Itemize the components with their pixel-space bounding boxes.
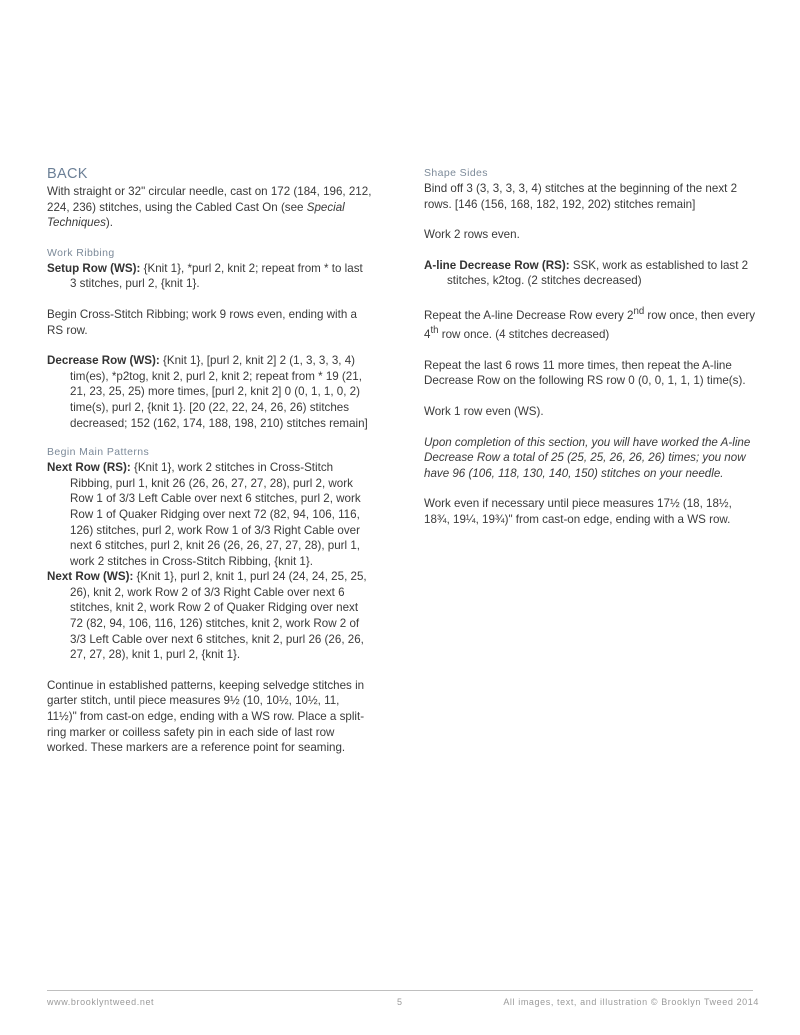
page-number: 5 xyxy=(397,997,403,1007)
footer-copyright: All images, text, and illustration © Brooklyn Tweed 2014 xyxy=(503,997,759,1007)
aline-decrease-label: A-line Decrease Row (RS): xyxy=(424,258,570,272)
next-row-rs-label: Next Row (RS): xyxy=(47,461,131,475)
next-row-rs-text: {Knit 1}, work 2 stitches in Cross-Stitch Ribbing, purl 1, knit 26 (26, 26, 27, 27, 28), purl 2, work Row 1 of 3/3 Left Cable over next 6 stitches, purl 2, work Row 1 of Quaker Ridging over next 72 (82, 94, 106, 116, 126) stitches, purl 2, work Row 1 of 3/3 Right Cable over next 6 stitches, purl 2, knit 26 (26, 26, 27, 27, 28), purl 1, work 2 stitches in Cross-Stitch Ribbing, {knit 1}. xyxy=(70,461,361,568)
cross-stitch-paragraph: Begin Cross-Stitch Ribbing; work 9 rows even, ending with a RS row. xyxy=(47,307,357,337)
subheading-work-ribbing: Work Ribbing xyxy=(47,246,115,259)
completion-note xyxy=(424,435,759,482)
continue-paragraph: Continue in established patterns, keeping selvedge stitches in garter stitch, until piece measures 9½ (10, 10½, 10½, 11, 11½)" from cast-on edge, ending with a WS row. Place a split-ring marker or coilless safety pin in each side of last row worked. These markers are a reference point for seaming. xyxy=(47,678,365,755)
intro-text-end: ). xyxy=(105,216,113,230)
setup-row-label: Setup Row (WS): xyxy=(47,261,141,275)
setup-row-text: {Knit 1}, *purl 2, knit 2; repeat from * to last 3 stitches, purl 2, {knit 1}. xyxy=(70,261,363,291)
repeat-aline-paragraph xyxy=(424,304,759,343)
ordinal-nd: nd xyxy=(633,305,645,317)
aline-decrease-row xyxy=(424,258,759,289)
work-two-rows: Work 2 rows even. xyxy=(424,228,520,242)
next-row-ws xyxy=(47,569,372,663)
intro-paragraph xyxy=(47,184,372,231)
next-row-ws-text: {Knit 1}, purl 2, knit 1, purl 24 (24, 24, 25, 25, 26), knit 2, work Row 2 of 3/3 Right Cable over next 6 stitches, knit 2, work Row 2 of Quaker Ridging over next 72 (82, 94, 106, 116, 126) stitches, knit 2, work Row 2 of 3/3 Left Cable over next 6 stitches, knit 2, purl 26 (26, 26, 27, 27, 28), knit 1, purl 2, {knit 1}. xyxy=(70,570,367,662)
aline-decrease-text: SSK, work as established to last 2 stitches, k2tog. (2 stitches decreased) xyxy=(447,258,749,288)
repeat-aline-text-a: Repeat the A-line Decrease Row every 2 xyxy=(424,308,634,322)
work-one-row: Work 1 row even (WS). xyxy=(424,405,544,419)
subheading-shape-sides: Shape Sides xyxy=(424,167,488,179)
intro-text: With straight or 32" circular needle, cast on 172 (184, 196, 212, 224, 236) stitches, using the Cabled Cast On (see xyxy=(47,185,372,214)
bindoff-paragraph: Bind off 3 (3, 3, 3, 3, 4) stitches at the beginning of the next 2 rows. [146 (156, 168, 182, 192, 202) stitches remain] xyxy=(424,182,738,211)
repeat-aline-text-c: row once. (4 stitches decreased) xyxy=(438,328,610,342)
ordinal-th: th xyxy=(430,325,439,337)
repeat-last-paragraph: Repeat the last 6 rows 11 more times, then repeat the A-line Decrease Row on the following RS row 0 (0, 0, 1, 1, 1) time(s). xyxy=(424,358,746,388)
left-column xyxy=(47,166,372,756)
subheading-main-patterns: Begin Main Patterns xyxy=(47,446,150,459)
decrease-row xyxy=(47,353,372,431)
next-row-rs xyxy=(47,460,372,569)
right-column xyxy=(424,166,759,528)
page-footer xyxy=(47,990,759,1007)
setup-row xyxy=(47,261,372,292)
next-row-ws-label: Next Row (WS): xyxy=(47,570,134,584)
decrease-row-label: Decrease Row (WS): xyxy=(47,354,160,368)
decrease-row-text: {Knit 1}, [purl 2, knit 2] 2 (1, 3, 3, 3, 4) tim(es), *p2tog, knit 2, purl 2, knit 2; repeat from * 19 (21, 21, 23, 25, 25) more times, [purl 2, knit 2] 0 (0, 1, 1, 0, 2) time(s), purl 2, {knit 1}. [20 (22, 22, 24, 26, 26) stitches decreased; 152 (162, 174, 188, 198, 210) stitches remain] xyxy=(70,354,368,430)
footer-website: www.brooklyntweed.net xyxy=(47,997,155,1007)
work-even-paragraph: Work even if necessary until piece measures 17½ (18, 18½, 18¾, 19¼, 19¾)" from cast-on edge, ending with a WS row. xyxy=(424,497,732,527)
completion-note-text: Upon completion of this section, you will have worked the A-line Decrease Row a total of 25 (25, 25, 26, 26, 26) times; you now have 96 (106, 118, 130, 140, 150) stitches on your needle. xyxy=(424,435,751,480)
special-techniques-ref: Special Techniques xyxy=(47,200,345,230)
repeat-aline-text-b: row once, then every 4 xyxy=(424,308,756,342)
section-title-back: BACK xyxy=(47,166,88,182)
